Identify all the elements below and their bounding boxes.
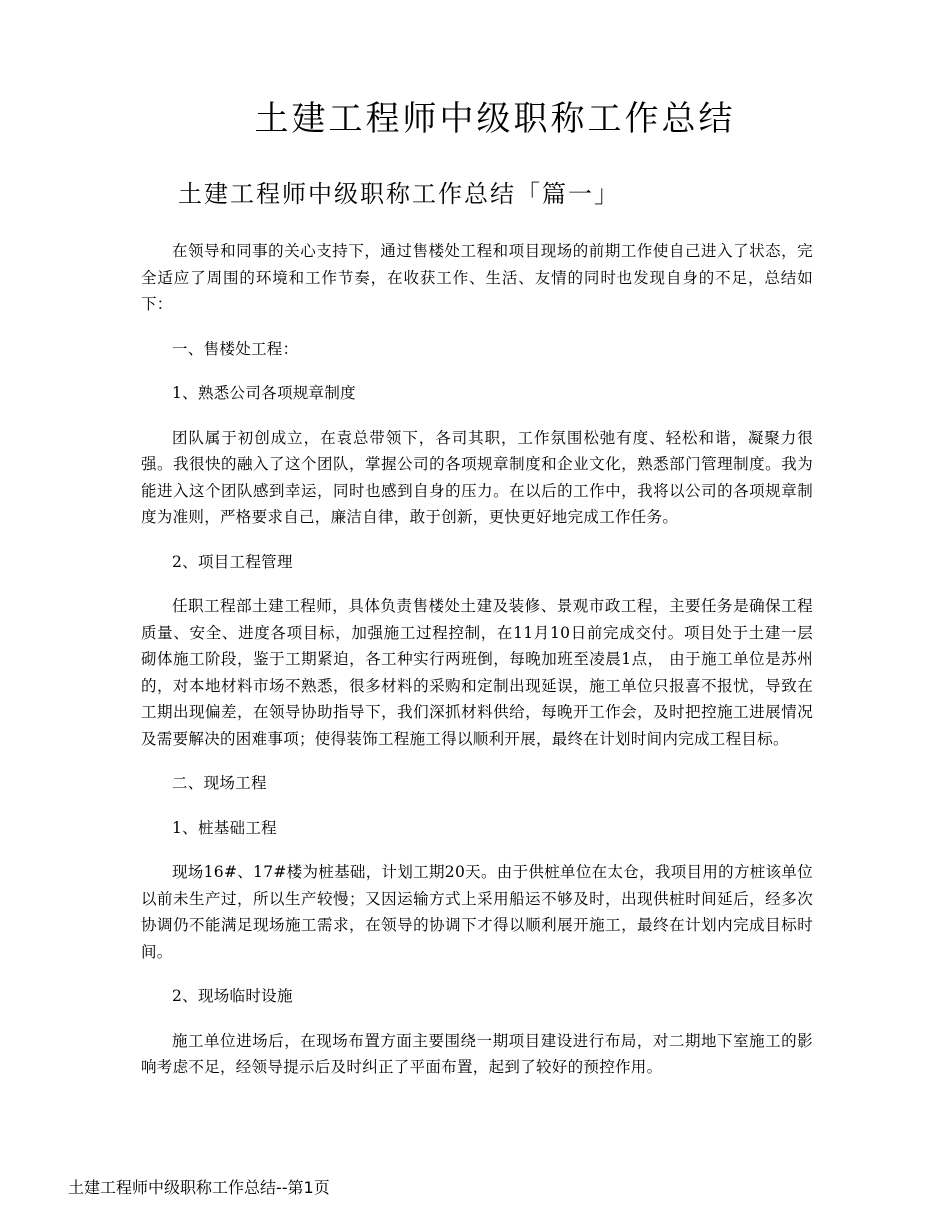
page-footer: 土建工程师中级职称工作总结--第1页 (68, 1178, 330, 1197)
heading-site-project: 二、现场工程 (172, 774, 267, 792)
paragraph-temporary-facilities: 施工单位进场后，在现场布置方面主要围绕一期项目建设进行布局，对二期地下室施工的影响考虑不足，经领导提示后及时纠正了平面布置，起到了较好的预控作用。 (141, 1031, 813, 1076)
paragraph-intro: 在领导和同事的关心支持下，通过售楼处工程和项目现场的前期工作使自己进入了状态，完全适应了周围的环境和工作节奏，在收获工作、生活、友情的同时也发现自身的不足，总结如下： (141, 242, 813, 313)
subheading-temporary-facilities: 2、现场临时设施 (172, 987, 293, 1005)
section-title: 土建工程师中级职称工作总结「篇一」 (178, 180, 620, 208)
document-body (141, 238, 813, 1099)
subheading-company-rules: 1、熟悉公司各项规章制度 (172, 384, 356, 402)
paragraph-team: 团队属于初创成立，在袁总带领下，各司其职，工作氛围松弛有度、轻松和谐，凝聚力很强。我很快的融入了这个团队，掌握公司的各项规章制度和企业文化，熟悉部门管理制度。我为能进入这个团队感到幸运，同时也感到自身的压力。在以后的工作中，我将以公司的各项规章制度为准则，严格要求自己，廉洁自律，敢于创新，更快更好地完成工作任务。 (141, 428, 813, 526)
subheading-project-management: 2、项目工程管理 (172, 552, 293, 571)
document-title: 土建工程师中级职称工作总结 (254, 99, 736, 139)
subheading-pile-foundation: 1、桩基础工程 (172, 818, 277, 837)
heading-sales-office-project: 一、售楼处工程： (172, 339, 299, 358)
paragraph-pile-foundation: 现场16#、17#楼为桩基础，计划工期20天。由于供桩单位在太仓，我项目用的方桩该单位以前未生产过，所以生产较慢；又因运输方式上采用船运不够及时，出现供桩时间延后，经多次协调仍不能满足现场施工需求，在领导的协调下才得以顺利展开施工，最终在计划内完成目标时间。 (141, 863, 813, 961)
paragraph-project-management: 任职工程部土建工程师，具体负责售楼处土建及装修、景观市政工程，主要任务是确保工程质量、安全、进度各项目标，加强施工过程控制，在11月10日前完成交付。项目处于土建一层砌体施工阶段，鉴于工期紧迫，各工种实行两班倒，每晚加班至凌晨1点， 由于施工单位是苏州的，对本地材料市场不熟悉，很多材料的采购和定制出现延误，施工单位只报喜不报忧，导致在工期出现偏差，在领导协助指导下，我们深抓材料供给，每晚开工作会，及时把控施工进展情况及需要解决的困难事项；使得装饰工程施工得以顺利开展，最终在计划时间内完成工程目标。 (141, 597, 813, 748)
